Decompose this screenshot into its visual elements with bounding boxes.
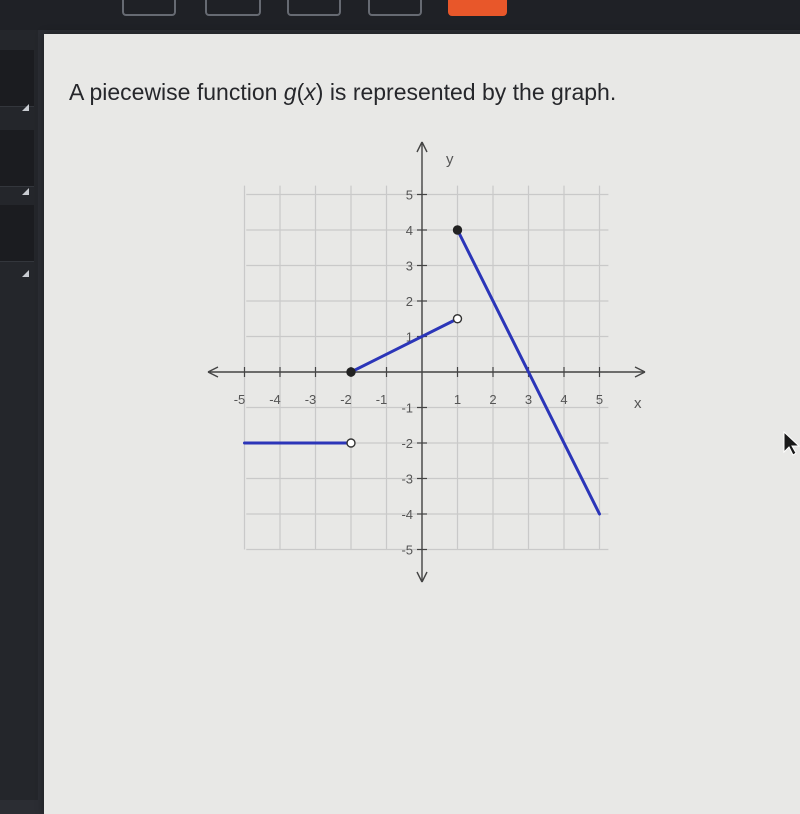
x-tick-label: 4: [560, 392, 568, 407]
x-tick-label: 5: [595, 392, 604, 407]
segment-line: [351, 319, 458, 372]
x-tick-label: -5: [233, 392, 246, 407]
y-tick-label: 5: [405, 187, 413, 203]
x-axis-label: x: [634, 395, 642, 412]
x-tick-label: 3: [524, 392, 533, 407]
question-suffix: ) is represented by the graph.: [315, 79, 617, 105]
y-tick-label: 2: [405, 294, 413, 309]
y-tick-label: 3: [405, 258, 413, 274]
open-endpoint: [347, 439, 355, 447]
y-tick-label: -1: [401, 400, 413, 416]
question-prefix: A piecewise function: [69, 79, 284, 105]
x-tick-label: 1: [453, 392, 462, 407]
function-variable: x: [304, 79, 316, 105]
open-endpoint: [454, 315, 462, 323]
x-tick-label: -1: [375, 392, 388, 407]
closed-endpoint: [347, 368, 355, 376]
axes: [208, 142, 645, 582]
closed-endpoint: [453, 226, 461, 234]
y-tick-label: -3: [401, 471, 413, 487]
y-tick-label: -4: [401, 507, 413, 522]
y-axis-label: y: [446, 151, 454, 168]
y-tick-label: 1: [405, 329, 413, 345]
x-tick-label: -2: [340, 392, 352, 407]
mouse-cursor-icon: [782, 430, 800, 456]
x-tick-label: -3: [304, 392, 317, 407]
question-open-paren: (: [296, 79, 305, 105]
function-name: g: [283, 79, 297, 105]
y-tick-label: -5: [401, 542, 413, 558]
x-tick-label: 2: [489, 392, 497, 407]
y-tick-label: -2: [401, 436, 413, 451]
y-tick-label: 4: [405, 223, 413, 238]
grid: [245, 186, 609, 550]
x-tick-label: -4: [269, 392, 281, 407]
